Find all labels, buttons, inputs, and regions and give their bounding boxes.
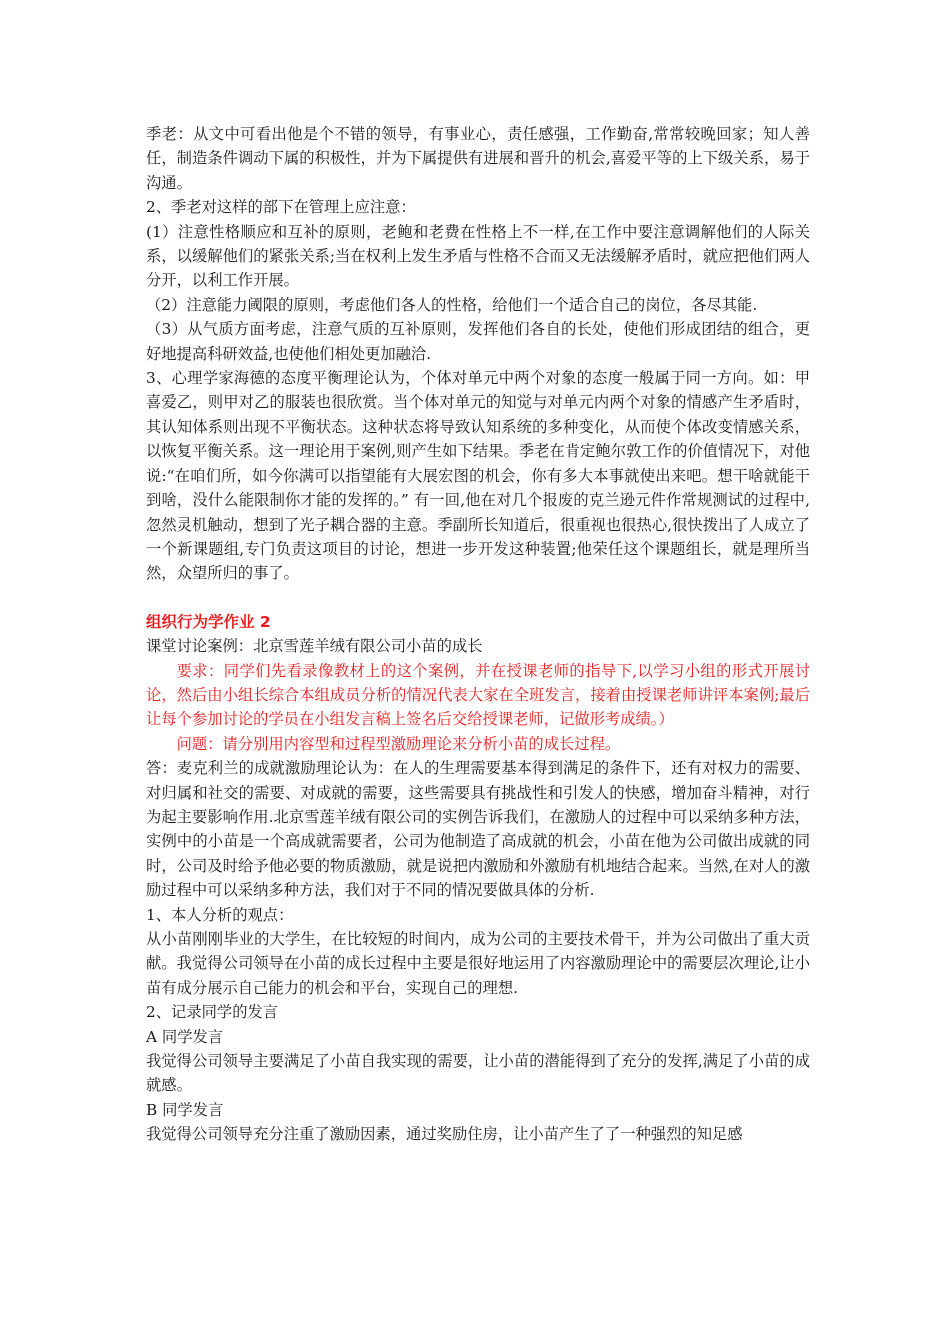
record-title: 2、记录同学的发言 [146,1003,279,1022]
paragraph-point-3: （3）从气质方面考虑，注意气质的互补原则，发挥他们各自的长处，使他们形成团结的组合，更好地提高科研效益,也使他们相处更加融洽. [146,320,810,363]
paragraph-heider-theory: 3、心理学家海德的态度平衡理论认为，个体对单元中两个对象的态度一般属于同一方向。如：甲喜爱乙，则甲对乙的服装也很欣赏。当个体对单元的知觉与对单元内两个对象的情感产生矛盾时，其认知体系则出现不平衡状态。这种状态将导致认知系统的多种变化，从而使个体改变情感关系，以恢复平衡关系。这一理论用于案例,则产生如下结果。季老在肯定鲍尔敦工作的价值情况下，对他说:“在咱们所，如今你满可以指望能有大展宏图的机会，你有多大本事就使出来吧。想干啥就能干到啥，没什么能限制你才能的发挥的。” 有一回,他在对几个报废的克兰逊元件作常规测试的过程中,忽然灵机触动，想到了光子耦合器的主意。季副所长知道后，很重视也很热心,很快拨出了人成立了一个新课题组,专门负责这项目的讨论，想进一步开发这种装置;他荣任这个课题组长，就是理所当然，众望所归的事了。 [146,369,810,583]
answer-text: 答：麦克利兰的成就激励理论认为：在人的生理需要基本得到满足的条件下，还有对权力的需要、对归属和社交的需要、对成就的需要，这些需要具有挑战性和引发人的快感，增加奋斗精神，对行为起主要影响作用.北京雪莲羊绒有限公司的实例告诉我们，在激励人的过程中可以采纳多种方法，实例中的小苗是一个高成就需要者，公司为他制造了高成就的机会，小苗在他为公司做出成就的同时，公司及时给予他必要的物质激励，就是说把内激励和外激励有机地结合起来。当然,在对人的激励过程中可以采纳多种方法，我们对于不同的情况要做具体的分析. [146,759,810,900]
section-gap [146,586,810,610]
question-text: 问题：请分别用内容型和过程型激励理论来分析小苗的成长过程。 [176,734,621,753]
student-b-body: 我觉得公司领导充分注重了激励因素，通过奖励住房，让小苗产生了了一种强烈的知足感 [146,1125,743,1144]
document-page [146,122,810,1147]
own-view-title: 1、本人分析的观点： [146,905,294,924]
requirement-text: 要求：同学们先看录像教材上的这个案例，并在授课老师的指导下,以学习小组的形式开展讨论，然后由小组长综合本组成员分析的情况代表大家在全班发言，接着由授课老师讲评本案例;最后让每个参加讨论的学员在小组发言稿上签名后交给授课老师，记做形考成绩。） [146,661,810,729]
own-view-body: 从小苗刚刚毕业的大学生，在比较短的时间内，成为公司的主要技术骨干，并为公司做出了重大贡献。我觉得公司领导在小苗的成长过程中主要是很好地运用了内容激励理论中的需要层次理论,让小苗有成分展示自己能力的机会和平台，实现自己的理想. [146,930,810,997]
assignment-heading: 组织行为学作业 2 [146,612,271,631]
case-title: 课堂讨论案例：北京雪莲羊绒有限公司小苗的成长 [146,637,483,656]
paragraph-ji-lao-evaluation: 季老：从文中可看出他是个不错的领导，有事业心，责任感强，工作勤奋,常常较晚回家；知人善任，制造条件调动下属的积极性，并为下属提供有进展和晋升的机会,喜爱平等的上下级关系，易于沟通。 [146,125,810,192]
paragraph-point-1: (1）注意性格顺应和互补的原则，老鲍和老费在性格上不一样,在工作中要注意调解他们的人际关系，以缓解他们的紧张关系;当在权利上发生矛盾与性格不合而又无法缓解矛盾时，就应把他们两人分开，以利工作开展。 [146,222,810,290]
student-a-label: A 同学发言 [146,1027,224,1046]
student-a-body: 我觉得公司领导主要满足了小苗自我实现的需要，让小苗的潜能得到了充分的发挥,满足了小苗的成就感。 [146,1052,810,1095]
paragraph-management-notes-title: 2、季老对这样的部下在管理上应注意： [146,198,416,217]
paragraph-point-2: （2）注意能力阈限的原则，考虑他们各人的性格，给他们一个适合自己的岗位，各尽其能. [146,295,758,314]
student-b-label: B 同学发言 [146,1100,224,1119]
